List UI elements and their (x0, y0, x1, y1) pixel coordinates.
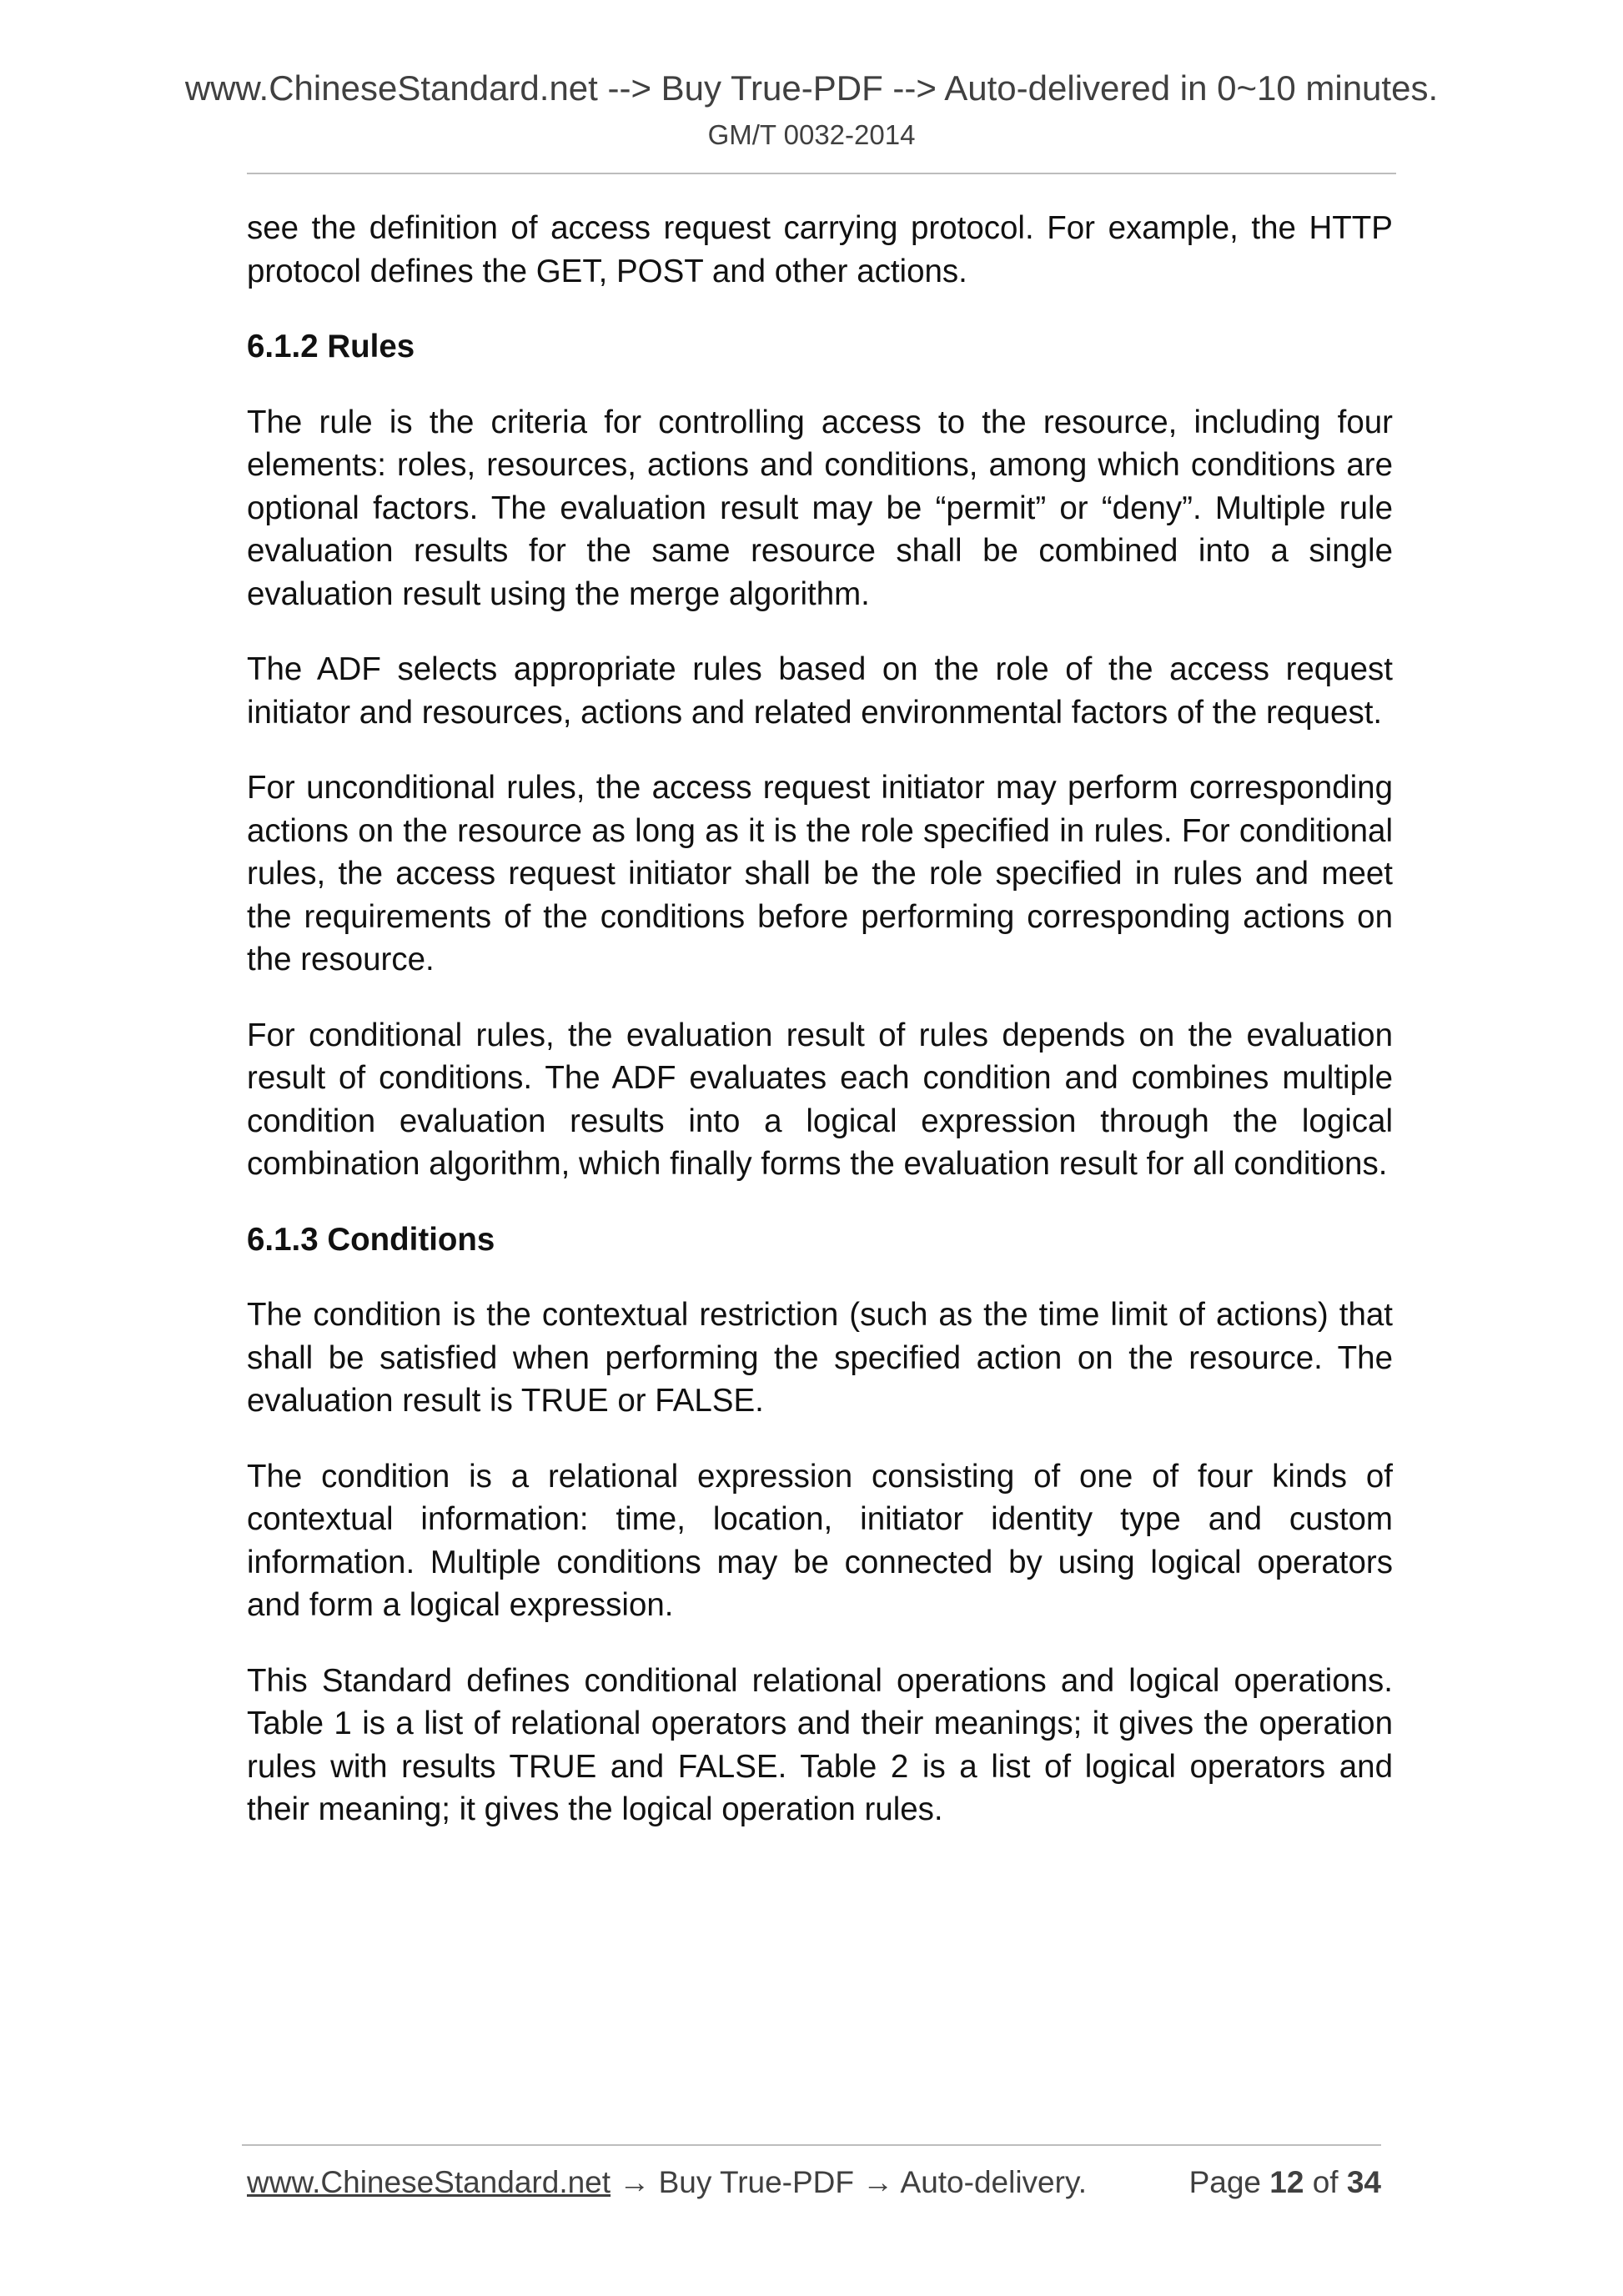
of-word: of (1312, 2165, 1339, 2199)
page-indicator (1189, 2162, 1381, 2203)
footer-site-link[interactable]: www.ChineseStandard.net (247, 2165, 611, 2199)
footer-tagline: → Buy True-PDF → Auto-delivery. (611, 2165, 1087, 2199)
section-heading-conditions: 6.1.3 Conditions (247, 1221, 495, 1258)
paragraph-conditions-2: The condition is a relational expression consisting of one of four kinds of contextual information: time, location, initiator identity type and custom information. Multiple conditions may be connected by using logical operators and form a logical expression. (247, 1458, 1393, 1623)
document-body (247, 207, 1393, 1864)
section-heading-rules: 6.1.2 Rules (247, 329, 415, 364)
paragraph-continuation: see the definition of access request carrying protocol. For example, the HTTP protocol defines the GET, POST and other actions. (247, 210, 1393, 289)
paragraph-rules-4: For conditional rules, the evaluation result of rules depends on the evaluation result of conditions. The ADF evaluates each condition and combines multiple condition evaluation results into a logical expression through the logical combination algorithm, which finally forms the evaluation result for all conditions. (247, 1017, 1393, 1182)
paragraph-conditions-1: The condition is the contextual restriction (such as the time limit of actions) that shall be satisfied when performing the specified action on the resource. The evaluation result is TRUE or FALSE. (247, 1297, 1393, 1419)
page-total: 34 (1346, 2165, 1381, 2199)
standard-code: GM/T 0032-2014 (707, 119, 916, 150)
paragraph-rules-2: The ADF selects appropriate rules based on the role of the access request initiator and resources, actions and related environmental factors of the request. (247, 651, 1393, 731)
page-word: Page (1188, 2165, 1261, 2199)
paragraph-rules-3: For unconditional rules, the access request initiator may perform corresponding actions on the resource as long as it is the role specified in rules. For conditional rules, the access request initiator shall be the role specified in rules and meet the requirements of the conditions before performing corresponding actions on the resource. (247, 770, 1393, 977)
footer-left (247, 2162, 1087, 2203)
header-divider (247, 173, 1396, 174)
footer-divider (242, 2144, 1381, 2146)
paragraph-rules-1: The rule is the criteria for controlling access to the resource, including four elements: roles, resources, actions and conditions, among which conditions are optional factors. The evaluation result may be “permit” or “deny”. Multiple rule evaluation results for the same resource shall be combined into a single evaluation result using the merge algorithm. (247, 404, 1393, 612)
paragraph-conditions-3: This Standard defines conditional relational operations and logical operations. Table 1 is a list of relational operators and their meanings; it gives the operation rules with results TRUE and FALSE. Table 2 is a list of logical operators and their meaning; it gives the logical operation rules. (247, 1662, 1393, 1827)
header-banner: www.ChineseStandard.net --> Buy True-PDF --> Auto-delivered in 0~10 minutes. (184, 68, 1439, 108)
page-current: 12 (1269, 2165, 1304, 2199)
